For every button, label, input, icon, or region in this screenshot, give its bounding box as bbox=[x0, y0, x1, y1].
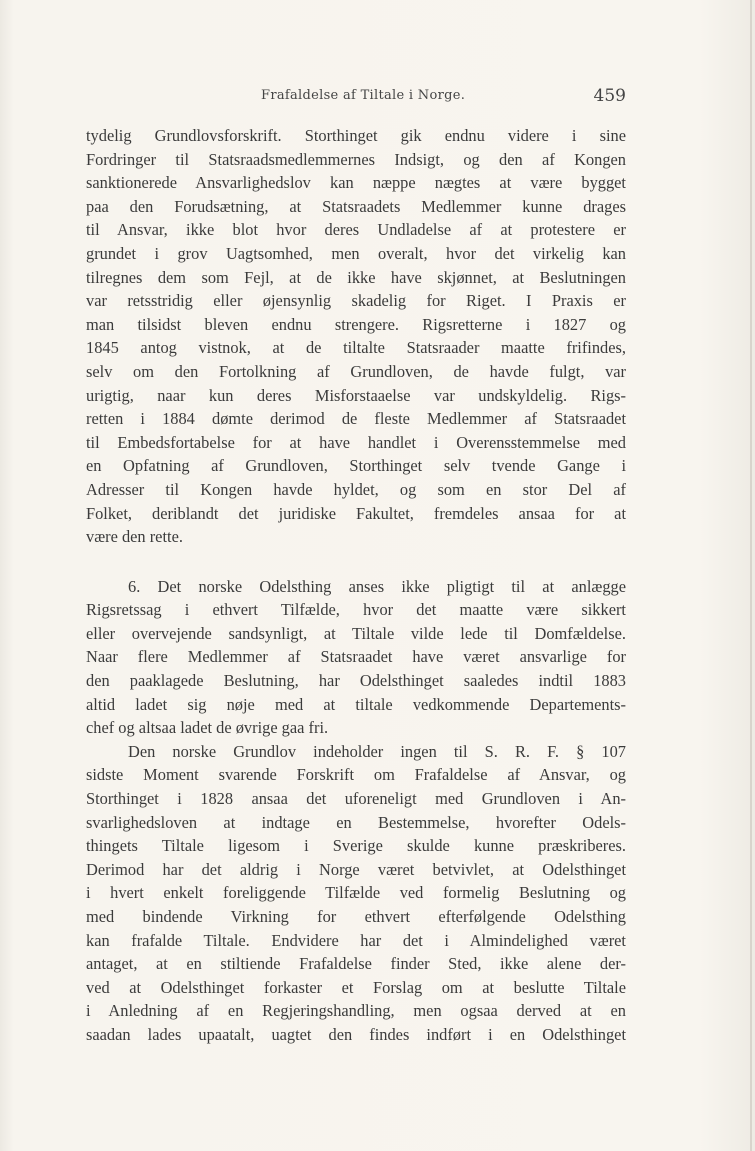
text-line: med bindende Virkning for ethvert efterfølgende Odelsthing bbox=[86, 907, 626, 926]
text-line: svarlighedsloven at indtage en Bestemmelse, hvorefter Odels- bbox=[86, 812, 626, 832]
page-header bbox=[86, 88, 626, 112]
text-line: i Anledning af en Regjeringshandling, men ogsaa derved at en bbox=[86, 1001, 626, 1021]
text-line: man tilsidst bleven endnu strengere. Rigsretterne i 1827 og bbox=[86, 314, 626, 334]
text-line: til Ansvar, ikke blot hvor deres Undladelse af at protestere er bbox=[86, 220, 626, 240]
text-line: sanktionerede Ansvarlighedslov kan næppe nægtes at være bygget bbox=[86, 173, 626, 193]
text-line: paa den Forudsætning, at Statsraadets Medlemmer kunne drages bbox=[86, 196, 626, 216]
text-line: urigtig, naar kun deres Misforstaaelse var undskyldelig. Rigs- bbox=[86, 385, 626, 405]
text-line: antaget, at en stiltiende Frafaldelse finder Sted, ikke alene der- bbox=[86, 954, 626, 974]
text-line: være den rette. bbox=[86, 527, 183, 547]
page-edge bbox=[750, 0, 752, 1151]
text-line: kan frafalde Tiltale. Endvidere har det i Almindelighed været bbox=[86, 930, 626, 950]
text-line: saadan lades upaatalt, uagtet den findes indført i en Odelsthinget bbox=[86, 1024, 626, 1044]
text-line: eller overvejende sandsynligt, at Tiltale vilde lede til Domfældelse. bbox=[86, 623, 626, 643]
text-line: altid ladet sig nøje med at tiltale vedkommende Departements- bbox=[86, 694, 626, 714]
text-line: Adresser til Kongen havde hyldet, og som en stor Del af bbox=[86, 479, 626, 499]
paragraph-gap bbox=[86, 549, 626, 575]
text-line: grundet i grov Uagtsomhed, men overalt, hvor det virkelig kan bbox=[86, 243, 626, 263]
text-line: selv om den Fortolkning af Grundloven, de havde fulgt, var bbox=[86, 361, 626, 381]
body-text bbox=[86, 124, 626, 1047]
text-line: tilregnes dem som Fejl, at de ikke have skjønnet, at Beslutningen bbox=[86, 267, 626, 287]
text-line: retten i 1884 dømte derimod de fleste Medlemmer af Statsraadet bbox=[86, 409, 626, 429]
text-line: Rigsretssag i ethvert Tilfælde, hvor det maatte være sikkert bbox=[86, 600, 626, 620]
text-line: Den norske Grundlov indeholder ingen til S. R. F. § 107 bbox=[128, 741, 626, 761]
text-line: tydelig Grundlovsforskrift. Storthinget gik endnu videre i sine bbox=[86, 126, 626, 145]
text-line: sidste Moment svarende Forskrift om Frafaldelse af Ansvar, og bbox=[86, 765, 626, 785]
page-number: 459 bbox=[593, 86, 626, 106]
text-line: Derimod har det aldrig i Norge været betvivlet, at Odelsthinget bbox=[86, 859, 626, 879]
text-line: 1845 antog vistnok, at de tiltalte Statsraader maatte frifindes, bbox=[86, 338, 626, 358]
text-line: Folket, deriblandt det juridiske Fakultet, fremdeles ansaa for at bbox=[86, 503, 626, 523]
text-line: Storthinget i 1828 ansaa det uforeneligt med Grundloven i An- bbox=[86, 789, 626, 809]
text-line: i hvert enkelt foreliggende Tilfælde ved formelig Beslutning og bbox=[86, 883, 626, 903]
paragraph bbox=[86, 740, 626, 1047]
text-line: var retsstridig eller øjensynlig skadelig for Riget. I Praxis er bbox=[86, 291, 626, 311]
paragraph bbox=[86, 575, 626, 740]
text-line: Naar flere Medlemmer af Statsraadet have været ansvarlige for bbox=[86, 647, 626, 667]
text-line: ved at Odelsthinget forkaster et Forslag om at beslutte Tiltale bbox=[86, 977, 626, 997]
paragraph bbox=[86, 124, 626, 549]
text-line: en Opfatning af Grundloven, Storthinget selv tvende Gange i bbox=[86, 456, 626, 476]
text-line: til Embedsfortabelse for at have handlet i Overensstemmelse med bbox=[86, 432, 626, 452]
text-line: 6. Det norske Odelsthing anses ikke pligtigt til at anlægge bbox=[128, 576, 626, 596]
text-line: chef og altsaa ladet de øvrige gaa fri. bbox=[86, 718, 329, 738]
text-line: thingets Tiltale ligesom i Sverige skulde kunne præskriberes. bbox=[86, 836, 626, 856]
running-title: Frafaldelse af Tiltale i Norge. bbox=[261, 88, 466, 103]
text-line: Fordringer til Statsraadsmedlemmernes Indsigt, og den af Kongen bbox=[86, 149, 626, 169]
text-line: den paaklagede Beslutning, har Odelsthinget saaledes indtil 1883 bbox=[86, 671, 626, 691]
